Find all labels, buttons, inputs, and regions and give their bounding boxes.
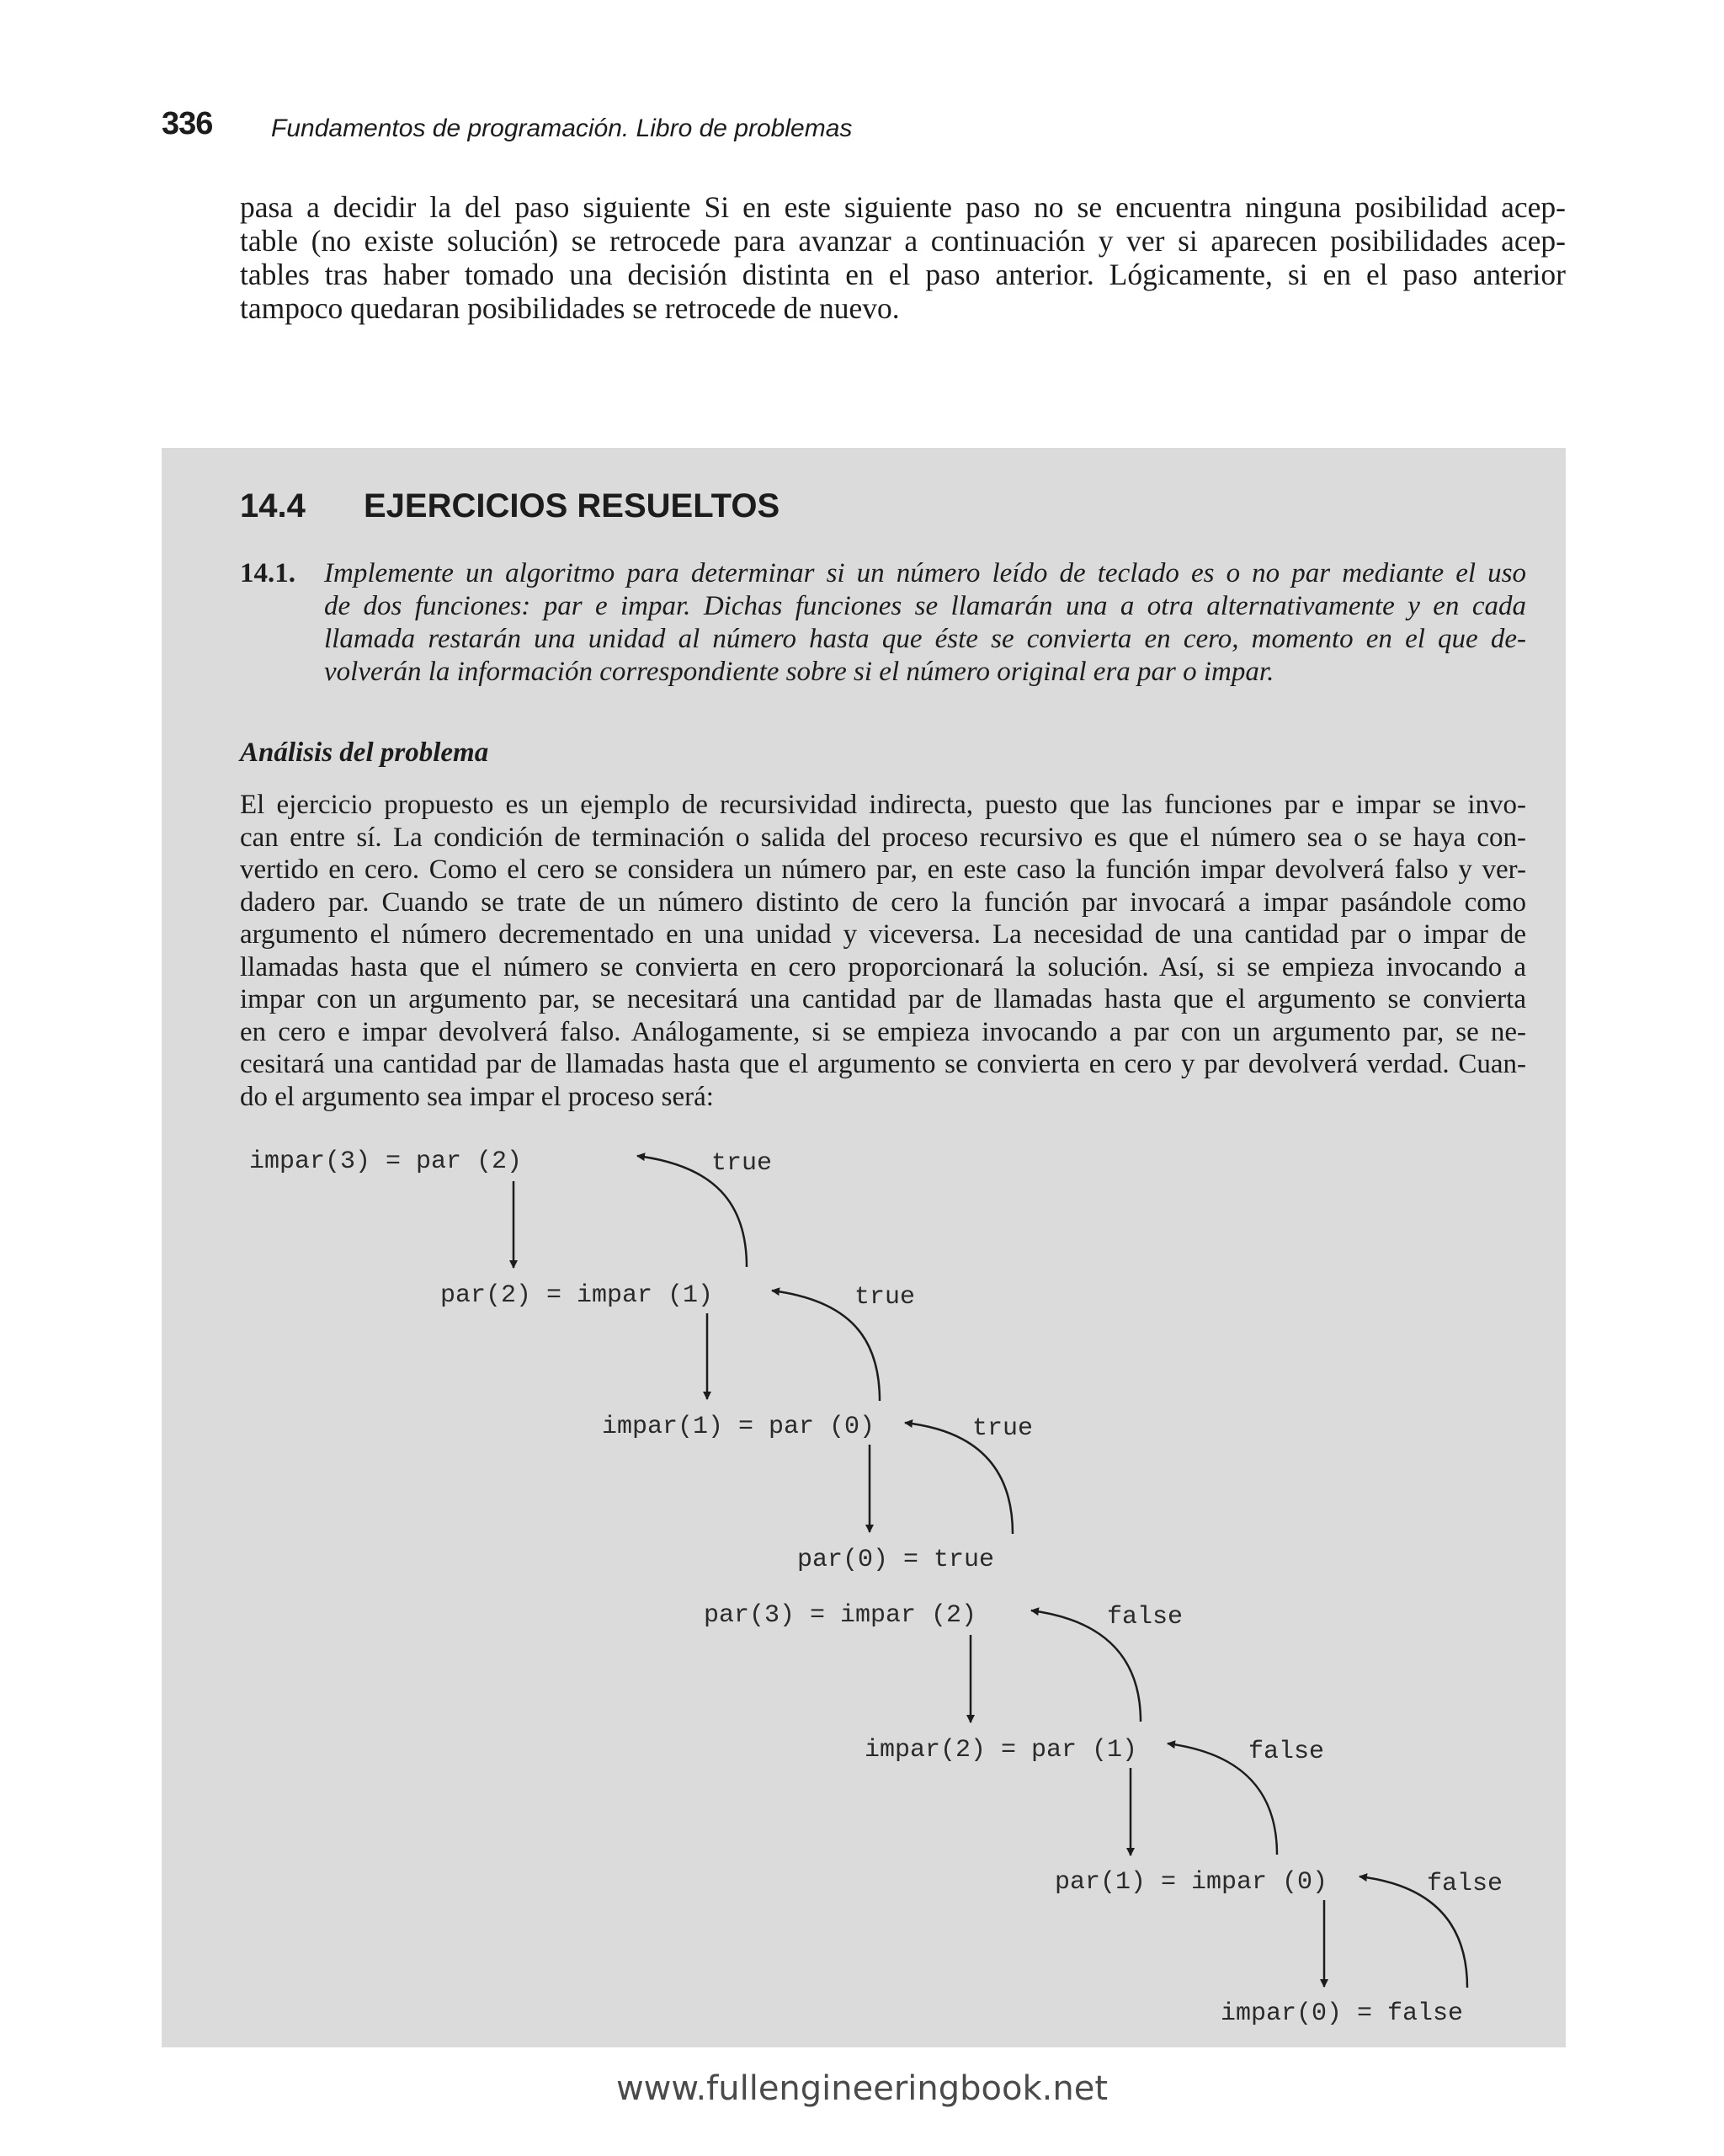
running-header-title: Fundamentos de programación. Libro de problemas [271, 114, 853, 142]
intro-line: table (no existe solución) se retrocede para avanzar a continuación y ver si aparecen posibilidades acep- [240, 224, 1566, 258]
footer-url: www.fullengineeringbook.net [615, 2069, 1109, 2108]
exercise-line: llamada restarán una unidad al número hasta que éste se convierta en cero, momento en el que de- [324, 624, 1526, 654]
intro-line: pasa a decidir la del paso siguiente Si en este siguiente paso no se encuentra ninguna posibilidad acep- [240, 190, 1566, 224]
analysis-line: El ejercicio propuesto es un ejemplo de recursividad indirecta, puesto que las funciones par e impar se invo- [240, 790, 1526, 820]
analysis-line: impar con un argumento par, se necesitará una cantidad par de llamadas hasta que el argumento se convierta [240, 984, 1526, 1014]
call-label: impar(2) = par (1) [865, 1736, 1138, 1765]
return-label: true [854, 1283, 916, 1312]
analysis-line: cesitará una cantidad par de llamadas hasta que el argumento se convierta en cero y par devolverá verdad. Cuan- [240, 1049, 1526, 1079]
call-label: par(3) = impar (2) [704, 1601, 977, 1630]
section-title: EJERCICIOS RESUELTOS [364, 487, 780, 524]
analysis-heading: Análisis del problema [240, 737, 489, 768]
intro-line: tables tras haber tomado una decisión distinta en el paso anterior. Lógicamente, si en el paso anterior [240, 258, 1566, 291]
analysis-line: vertido en cero. Como el cero se considera un número par, en este caso la función impar devolverá falso y ver- [240, 854, 1526, 885]
exercise-number: 14.1. [240, 558, 295, 588]
analysis-line: llamadas hasta que el número se convierta en cero proporcionará la solución. Así, si se empieza invocando a [240, 951, 1526, 982]
section-number: 14.4 [240, 487, 306, 524]
return-label: false [1427, 1870, 1503, 1898]
analysis-line: argumento el número decrementado en una unidad y viceversa. La necesidad de una cantidad par o impar de [240, 919, 1526, 950]
analysis-line: do el argumento sea impar el proceso será: [240, 1081, 714, 1112]
return-label: true [711, 1149, 773, 1178]
exercise-line: Implemente un algoritmo para determinar si un número leído de teclado es o no par mediante el uso [324, 558, 1526, 588]
call-label: impar(1) = par (0) [602, 1413, 875, 1441]
return-label: true [972, 1414, 1034, 1443]
analysis-line: en cero e impar devolverá falso. Análogamente, si se empieza invocando a par con un argumento par, se ne- [240, 1016, 1526, 1047]
exercise-line: volverán la información correspondiente sobre si el número original era par o impar. [324, 657, 1274, 687]
page-number: 336 [162, 106, 213, 141]
call-label: impar(0) = false [1221, 1999, 1464, 2028]
exercise-line: de dos funciones: par e impar. Dichas funciones se llamarán una a otra alternativamente y en cada [324, 591, 1526, 621]
call-label: par(2) = impar (1) [440, 1281, 714, 1310]
call-label: par(0) = true [797, 1546, 995, 1574]
call-label: impar(3) = par (2) [249, 1147, 523, 1176]
return-label: false [1107, 1603, 1184, 1632]
analysis-line: can entre sí. La condición de terminación o salida del proceso recursivo es que el número sea o se haya con- [240, 822, 1526, 853]
call-label: par(1) = impar (0) [1055, 1868, 1328, 1897]
return-label: false [1248, 1738, 1325, 1766]
analysis-line: dadero par. Cuando se trate de un número distinto de cero la función par invocará a impar pasándole como [240, 886, 1526, 918]
intro-line: tampoco quedaran posibilidades se retrocede de nuevo. [240, 291, 900, 325]
